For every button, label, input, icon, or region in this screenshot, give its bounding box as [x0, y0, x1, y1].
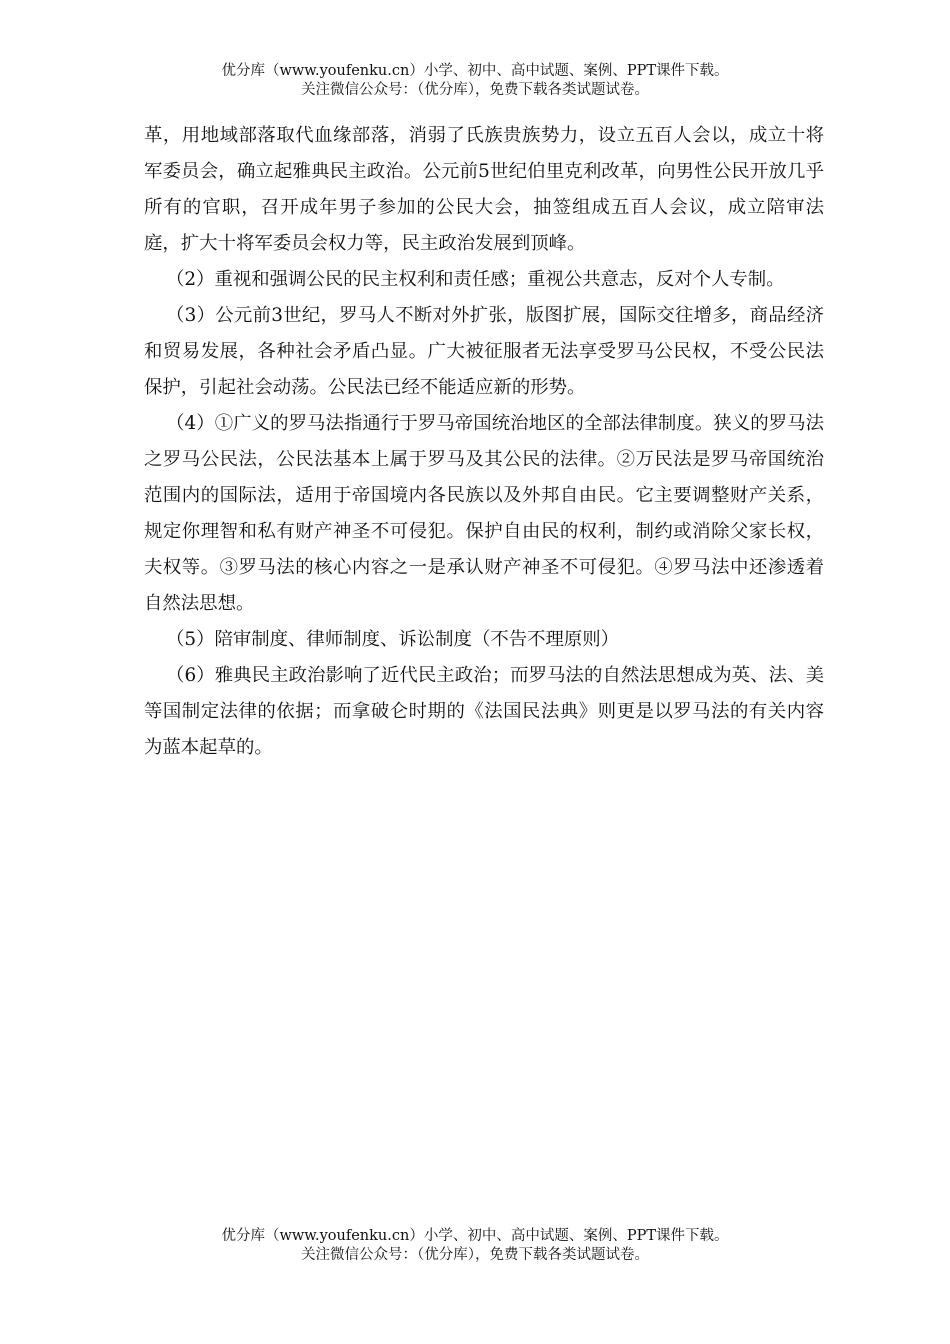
- page-footer: [0, 1227, 950, 1265]
- paragraph-answer-3: （3）公元前3世纪，罗马人不断对外扩张，版图扩展，国际交往增多，商品经济和贸易发展，各种社会矛盾凸显。广大被征服者无法享受罗马公民权，不受公民法保护，引起社会动荡。公民法已经不能适应新的形势。: [144, 305, 824, 398]
- document-body: [144, 118, 824, 766]
- footer-line-2: 关注微信公众号：（优分库），免费下载各类试题试卷。: [301, 1247, 649, 1263]
- paragraph-answer-4: （4）①广义的罗马法指通行于罗马帝国统治地区的全部法律制度。狭义的罗马法之罗马公民法，公民法基本上属于罗马及其公民的法律。②万民法是罗马帝国统治范围内的国际法，适用于帝国境内各民族以及外邦自由民。它主要调整财产关系，规定你理智和私有财产神圣不可侵犯。保护自由民的权利，制约或消除父家长权，夫权等。③罗马法的核心内容之一是承认财产神圣不可侵犯。④罗马法中还渗透着自然法思想。: [144, 413, 824, 614]
- paragraph-continuation: 革，用地域部落取代血缘部落，消弱了氏族贵族势力，设立五百人会以，成立十将军委员会，确立起雅典民主政治。公元前5世纪伯里克利改革，向男性公民开放几乎所有的官职，召开成年男子参加的公民大会，抽签组成五百人会议，成立陪审法庭，扩大十将军委员会权力等，民主政治发展到顶峰。: [144, 125, 824, 254]
- paragraph-answer-2: （2）重视和强调公民的民主权利和责任感；重视公共意志，反对个人专制。: [166, 269, 785, 290]
- paragraph-answer-5: （5）陪审制度、律师制度、诉讼制度（不告不理原则）: [166, 629, 620, 650]
- page-header: [0, 62, 950, 100]
- paragraph-answer-6: （6）雅典民主政治影响了近代民主政治；而罗马法的自然法思想成为英、法、美等国制定法律的依据；而拿破仑时期的《法国民法典》则更是以罗马法的有关内容为蓝本起草的。: [144, 665, 824, 758]
- header-line-2: 关注微信公众号：（优分库），免费下载各类试题试卷。: [301, 82, 649, 98]
- footer-line-1: 优分库（www.youfenku.cn）小学、初中、高中试题、案例、PPT课件下载。: [221, 1228, 729, 1244]
- header-line-1: 优分库（www.youfenku.cn）小学、初中、高中试题、案例、PPT课件下载。: [221, 63, 729, 79]
